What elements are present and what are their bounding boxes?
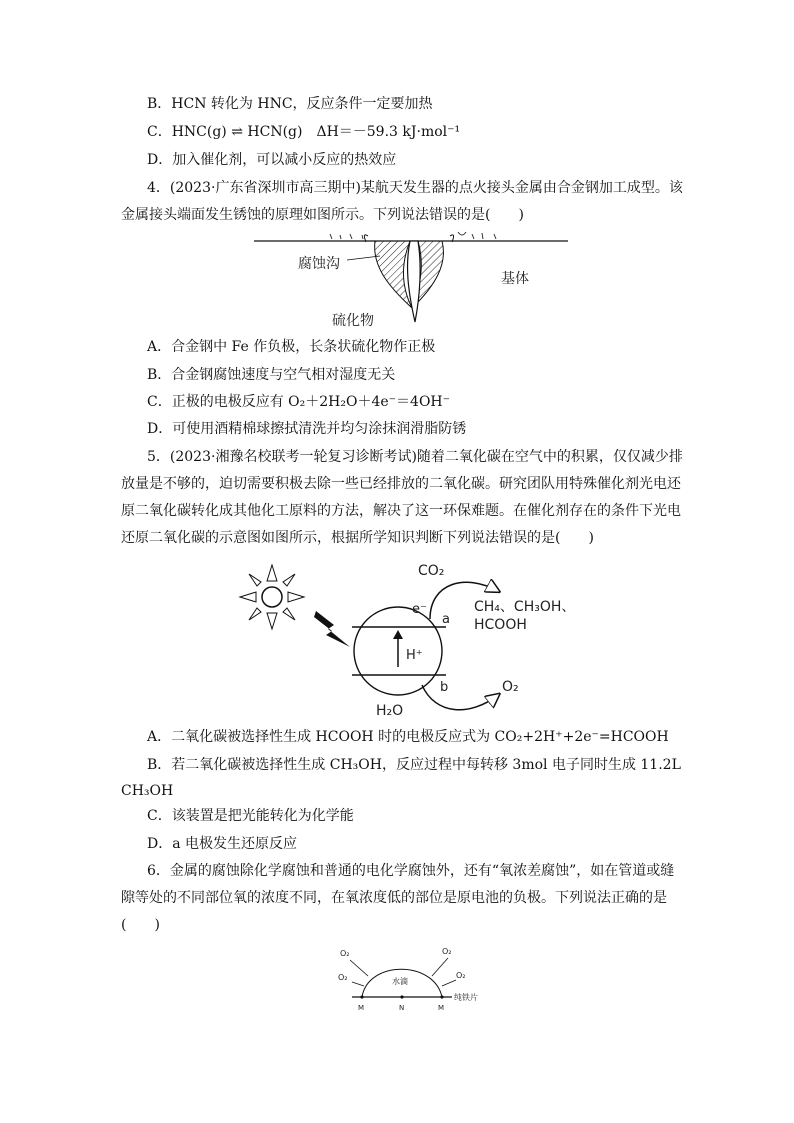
sun-icon (240, 565, 304, 629)
label-products-1: CH₄、CH₃OH、 (474, 599, 576, 615)
q5-stem-line4: 还原二氧化碳的示意图如图所示，根据所学知识判断下列说法错误的是( ) (121, 530, 594, 546)
q5-stem-line1: 5．(2023·湘豫名校联考一轮复习诊断考试)随着二氧化碳在空气中的积累，仅仅减少排 (147, 449, 683, 465)
q5-option-b-line2: CH₃OH (121, 783, 174, 799)
q6-stem-line1: 6．金属的腐蚀除化学腐蚀和普通的电化学腐蚀外，还有“氧浓差腐蚀”，如在管道或缝 (147, 863, 675, 879)
lightning-icon (314, 611, 350, 647)
photoelectric-figure (230, 555, 630, 725)
q5-option-a: A．二氧化碳被选择性生成 HCOOH 时的电极反应式为 CO₂+2H⁺+2e⁻=HCOOH (147, 729, 669, 745)
q5-option-b-line1: B．若二氧化碳被选择性生成 CH₃OH，反应过程中每转移 3mol 电子同时生成 11.2L (147, 757, 681, 773)
label-water-drop: 水滴 (392, 977, 408, 986)
label-electrode-b: b (440, 680, 449, 695)
q4-option-a: A．合金钢中 Fe 作负极，长条状硫化物作正极 (147, 339, 436, 355)
electrode-cell (352, 607, 449, 695)
corrosion-groove (375, 241, 412, 308)
label-sulfide: 硫化物 (332, 313, 374, 329)
q4-option-c: C．正极的电极反应有 O₂＋2H₂O＋4e⁻＝4OH⁻ (147, 394, 451, 410)
q5-stem-line2: 放量是不够的，迫切需要积极去除一些已经排放的二氧化碳。研究团队用特殊催化剂光电还 (121, 476, 681, 492)
q3-option-b: B．HCN 转化为 HNC，反应条件一定要加热 (147, 96, 433, 112)
label-iron-plate: 纯铁片 (454, 993, 478, 1002)
q4-stem-line1: 4．(2023·广东省深圳市高三期中)某航天发生器的点火接头金属由合金钢加工成型。该 (147, 180, 683, 196)
label-o2-3: O₂ (442, 947, 452, 956)
water-oxidation-arrow (422, 685, 498, 710)
label-base: 基体 (501, 271, 529, 287)
label-o2-4: O₂ (456, 971, 466, 980)
label-o2-1: O₂ (338, 973, 348, 982)
q6-stem-line2: 隙等处的不同部位氧的浓度不同，在氧浓度低的部位是原电池的负极。下列说法正确的是 (121, 890, 667, 906)
label-n: N (399, 1004, 405, 1012)
q4-option-b: B．合金钢腐蚀速度与空气相对湿度无关 (147, 367, 396, 383)
label-o2: O₂ (502, 679, 519, 695)
label-groove: 腐蚀沟 (298, 256, 340, 272)
sulfide-inclusion (408, 241, 421, 322)
label-proton: H⁺ (406, 648, 423, 663)
label-o2-2: O₂ (340, 949, 350, 958)
surface-moisture-marks (330, 232, 496, 239)
label-m-left: M (358, 1004, 365, 1012)
label-electrode-a: a (442, 612, 450, 627)
label-products-2: HCOOH (474, 617, 527, 633)
label-co2: CO₂ (418, 563, 445, 579)
label-water: H₂O (376, 703, 404, 719)
q4-option-d: D．可使用酒精棉球擦拭清洗并均匀涂抹润滑脂防锈 (147, 421, 467, 437)
q5-stem-line3: 原二氧化碳转化成其他化工原料的方法，解决了这一环保难题。在催化剂存在的条件下光电 (121, 503, 681, 519)
q5-option-c: C．该装置是把光能转化为化学能 (147, 808, 354, 824)
q6-stem-line3: ( ) (121, 917, 160, 933)
label-electron: e⁻ (412, 602, 427, 617)
q3-option-d: D．加入催化剂，可以减小反应的热效应 (147, 152, 397, 168)
q3-option-c: C．HNC(g) ⇌ HCN(g) ΔH＝－59.3 kJ·mol⁻¹ (147, 124, 461, 140)
corrosion-figure (250, 226, 580, 334)
oxygen-concentration-figure (330, 938, 490, 1014)
q5-option-d: D．a 电极发生还原反应 (147, 836, 298, 852)
label-m-right: M (438, 1004, 445, 1012)
q4-stem-line2: 金属接头端面发生锈蚀的原理如图所示。下列说法错误的是( ) (121, 207, 524, 223)
